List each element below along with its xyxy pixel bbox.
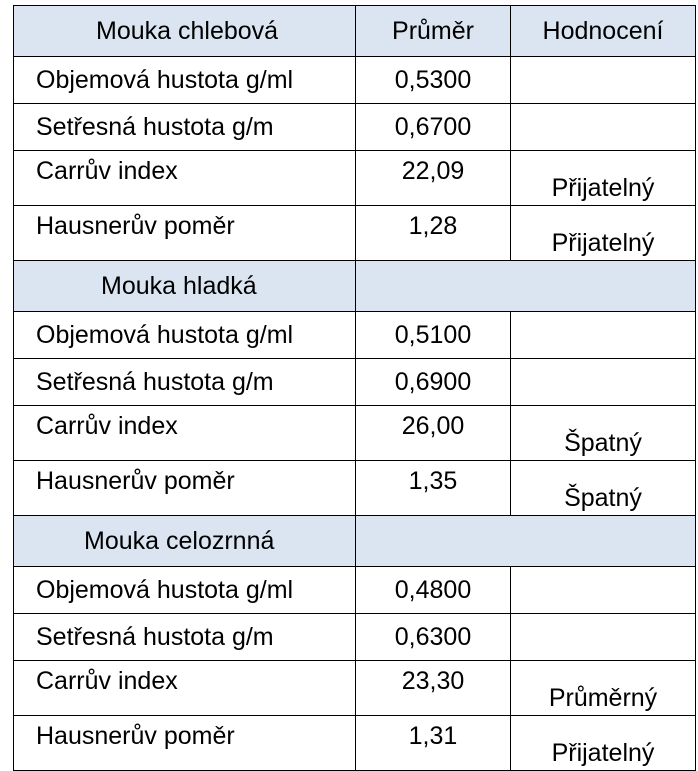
table-row xyxy=(14,206,696,261)
table-row xyxy=(14,312,696,359)
property-label: Hausnerův poměr xyxy=(14,461,356,516)
property-rating: Přijatelný xyxy=(511,151,696,206)
table-row xyxy=(14,614,696,661)
property-value: 0,6900 xyxy=(356,359,511,406)
property-rating: Špatný xyxy=(511,406,696,461)
table-row xyxy=(14,57,696,104)
property-value: 0,5300 xyxy=(356,57,511,104)
property-label: Setřesná hustota g/m xyxy=(14,359,356,406)
group-header-row xyxy=(14,6,696,57)
table-row xyxy=(14,661,696,716)
table-row xyxy=(14,359,696,406)
property-rating xyxy=(511,104,696,151)
group-header-fill xyxy=(356,261,696,312)
property-rating: Přijatelný xyxy=(511,716,696,771)
property-value: 1,35 xyxy=(356,461,511,516)
property-value: 0,4800 xyxy=(356,567,511,614)
property-label: Objemová hustota g/ml xyxy=(14,567,356,614)
table-row xyxy=(14,406,696,461)
table-row xyxy=(14,567,696,614)
group-header-fill xyxy=(356,516,696,567)
column-header-mean: Průměr xyxy=(356,6,511,57)
property-label: Objemová hustota g/ml xyxy=(14,312,356,359)
property-label: Carrův index xyxy=(14,151,356,206)
group-name: Mouka chlebová xyxy=(14,6,356,57)
property-rating xyxy=(511,614,696,661)
table-row xyxy=(14,461,696,516)
property-label: Setřesná hustota g/m xyxy=(14,104,356,151)
property-value: 26,00 xyxy=(356,406,511,461)
property-value: 0,6700 xyxy=(356,104,511,151)
property-label: Carrův index xyxy=(14,661,356,716)
property-rating: Průměrný xyxy=(511,661,696,716)
column-header-rating: Hodnocení xyxy=(511,6,696,57)
property-rating xyxy=(511,567,696,614)
property-label: Setřesná hustota g/m xyxy=(14,614,356,661)
property-label: Hausnerův poměr xyxy=(14,716,356,771)
property-rating xyxy=(511,312,696,359)
property-rating: Přijatelný xyxy=(511,206,696,261)
property-value: 1,31 xyxy=(356,716,511,771)
property-value: 0,5100 xyxy=(356,312,511,359)
property-value: 1,28 xyxy=(356,206,511,261)
group-header-row xyxy=(14,261,696,312)
group-name: Mouka celozrnná xyxy=(14,516,356,567)
property-rating xyxy=(511,57,696,104)
table-row xyxy=(14,104,696,151)
table-row xyxy=(14,151,696,206)
table-row xyxy=(14,716,696,771)
property-rating xyxy=(511,359,696,406)
flour-properties-table xyxy=(13,5,696,771)
property-value: 23,30 xyxy=(356,661,511,716)
group-name: Mouka hladká xyxy=(14,261,356,312)
group-header-row xyxy=(14,516,696,567)
property-label: Hausnerův poměr xyxy=(14,206,356,261)
property-value: 0,6300 xyxy=(356,614,511,661)
property-label: Carrův index xyxy=(14,406,356,461)
property-rating: Špatný xyxy=(511,461,696,516)
property-value: 22,09 xyxy=(356,151,511,206)
property-label: Objemová hustota g/ml xyxy=(14,57,356,104)
